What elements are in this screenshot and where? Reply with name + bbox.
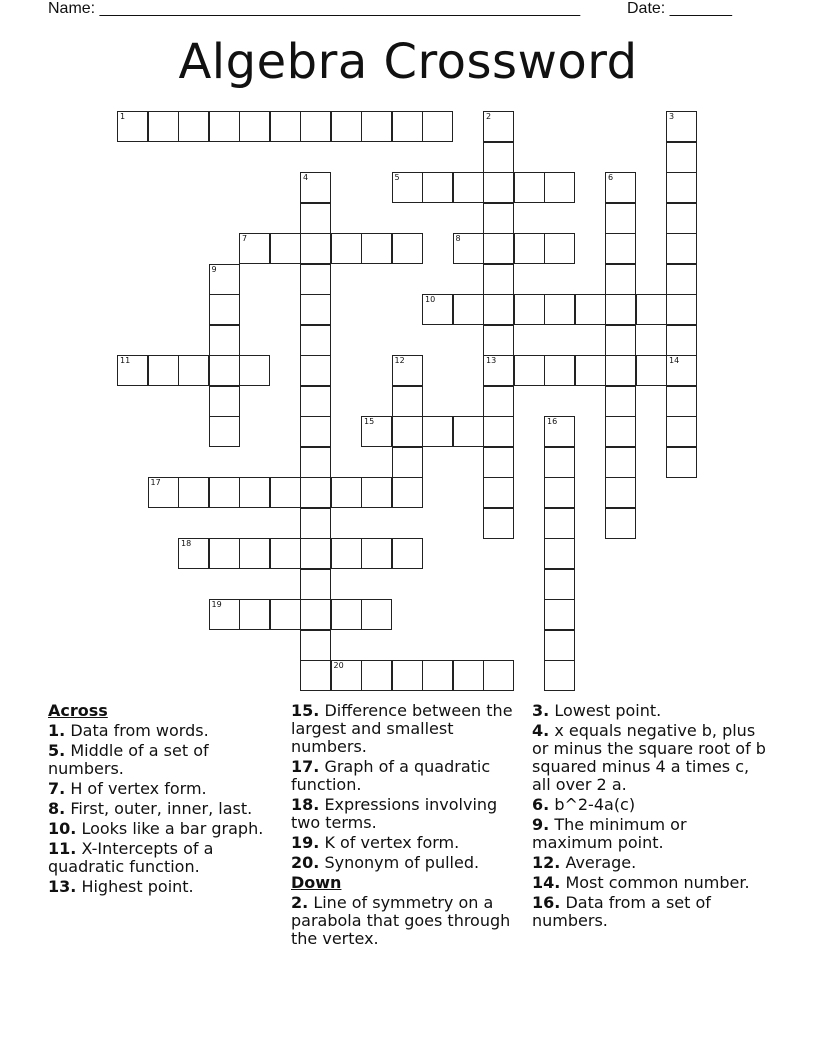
clue-across-13: 13. Highest point.	[48, 877, 194, 896]
crossword-cell[interactable]	[483, 203, 514, 234]
crossword-cell[interactable]	[483, 142, 514, 173]
clue-across-18: 18. Expressions involving two terms.	[291, 795, 498, 832]
cell-number: 16	[547, 417, 558, 426]
crossword-cell[interactable]	[453, 294, 484, 325]
crossword-cell[interactable]	[666, 447, 697, 478]
crossword-cell[interactable]	[300, 233, 331, 264]
crossword-cell[interactable]	[605, 477, 636, 508]
crossword-cell[interactable]	[300, 325, 331, 356]
crossword-cell[interactable]	[483, 264, 514, 295]
crossword-cell[interactable]	[361, 416, 392, 447]
crossword-cell[interactable]	[392, 660, 423, 691]
crossword-cell[interactable]	[331, 660, 362, 691]
crossword-cell[interactable]	[544, 477, 575, 508]
crossword-cell[interactable]	[239, 477, 270, 508]
clue-across-7: 7. H of vertex form.	[48, 779, 207, 798]
crossword-cell[interactable]	[514, 355, 545, 386]
crossword-cell[interactable]	[178, 355, 209, 386]
crossword-cell[interactable]	[270, 233, 301, 264]
crossword-cell[interactable]	[209, 325, 240, 356]
crossword-cell[interactable]	[483, 660, 514, 691]
crossword-cell[interactable]	[483, 416, 514, 447]
clue-down-4: 4. x equals negative b, plus or minus the square root of b squared minus 4 a times c, all over 2 a.	[532, 721, 766, 794]
crossword-cell[interactable]	[300, 630, 331, 661]
crossword-cell[interactable]	[178, 538, 209, 569]
crossword-cell[interactable]	[209, 416, 240, 447]
clue-across-10: 10. Looks like a bar graph.	[48, 819, 264, 838]
crossword-cell[interactable]	[605, 172, 636, 203]
crossword-cell[interactable]	[270, 599, 301, 630]
clue-down-16: 16. Data from a set of numbers.	[532, 893, 711, 930]
clue-down-6: 6. b^2-4a(c)	[532, 795, 636, 814]
crossword-cell[interactable]	[209, 111, 240, 142]
crossword-cell[interactable]	[270, 538, 301, 569]
crossword-cell[interactable]	[483, 508, 514, 539]
crossword-cell[interactable]	[300, 111, 331, 142]
cell-number: 6	[608, 173, 614, 182]
crossword-cell[interactable]	[483, 111, 514, 142]
cell-number: 12	[394, 356, 405, 365]
crossword-cell[interactable]	[361, 660, 392, 691]
crossword-cell[interactable]	[666, 203, 697, 234]
down-heading: Down	[291, 873, 342, 892]
clues-column-1	[48, 702, 280, 898]
crossword-cell[interactable]	[209, 294, 240, 325]
clues-column-2	[291, 702, 523, 950]
crossword-cell[interactable]	[483, 172, 514, 203]
clue-across-1: 1. Data from words.	[48, 721, 209, 740]
crossword-cell[interactable]	[209, 264, 240, 295]
crossword-cell[interactable]	[300, 294, 331, 325]
crossword-cell[interactable]	[514, 172, 545, 203]
crossword-cell[interactable]	[666, 264, 697, 295]
crossword-cell[interactable]	[239, 111, 270, 142]
crossword-cell[interactable]	[270, 111, 301, 142]
crossword-cell[interactable]	[209, 355, 240, 386]
crossword-cell[interactable]	[422, 111, 453, 142]
crossword-cell[interactable]	[148, 355, 179, 386]
clue-down-2: 2. Line of symmetry on a parabola that goes through the vertex.	[291, 893, 511, 948]
crossword-cell[interactable]	[300, 355, 331, 386]
crossword-cell[interactable]	[544, 538, 575, 569]
clue-across-5: 5. Middle of a set of numbers.	[48, 741, 209, 778]
cell-number: 20	[333, 661, 344, 670]
cell-number: 10	[425, 295, 436, 304]
crossword-cell[interactable]	[636, 294, 667, 325]
crossword-cell[interactable]	[392, 355, 423, 386]
crossword-cell[interactable]	[422, 294, 453, 325]
crossword-cell[interactable]	[331, 599, 362, 630]
crossword-cell[interactable]	[605, 325, 636, 356]
crossword-cell[interactable]	[483, 325, 514, 356]
crossword-cell[interactable]	[544, 416, 575, 447]
crossword-cell[interactable]	[605, 264, 636, 295]
crossword-cell[interactable]	[300, 538, 331, 569]
crossword-cell[interactable]	[300, 447, 331, 478]
crossword-cell[interactable]	[483, 355, 514, 386]
crossword-cell[interactable]	[636, 355, 667, 386]
crossword-cell[interactable]	[361, 538, 392, 569]
crossword-cell[interactable]	[117, 355, 148, 386]
crossword-cell[interactable]	[148, 111, 179, 142]
crossword-cell[interactable]	[300, 416, 331, 447]
cell-number: 17	[150, 478, 161, 487]
crossword-cell[interactable]	[544, 355, 575, 386]
clue-across-19: 19. K of vertex form.	[291, 833, 460, 852]
crossword-cell[interactable]	[361, 599, 392, 630]
cell-number: 19	[211, 600, 222, 609]
crossword-cell[interactable]	[178, 477, 209, 508]
crossword-cell[interactable]	[270, 477, 301, 508]
crossword-cell[interactable]	[361, 477, 392, 508]
crossword-cell[interactable]	[544, 660, 575, 691]
crossword-cell[interactable]	[514, 233, 545, 264]
crossword-cell[interactable]	[392, 111, 423, 142]
crossword-cell[interactable]	[209, 538, 240, 569]
crossword-cell[interactable]	[300, 569, 331, 600]
crossword-cell[interactable]	[605, 233, 636, 264]
crossword-cell[interactable]	[483, 294, 514, 325]
crossword-cell[interactable]	[392, 477, 423, 508]
crossword-cell[interactable]	[331, 233, 362, 264]
crossword-cell[interactable]	[544, 447, 575, 478]
crossword-cell[interactable]	[483, 386, 514, 417]
clue-across-20: 20. Synonym of pulled.	[291, 853, 480, 872]
cell-number: 11	[120, 356, 131, 365]
crossword-cell[interactable]	[514, 294, 545, 325]
cell-number: 13	[486, 356, 497, 365]
clue-down-14: 14. Most common number.	[532, 873, 750, 892]
crossword-cell[interactable]	[331, 477, 362, 508]
clue-down-9: 9. The minimum or maximum point.	[532, 815, 687, 852]
crossword-cell[interactable]	[666, 294, 697, 325]
crossword-cell[interactable]	[117, 111, 148, 142]
crossword-cell[interactable]	[300, 660, 331, 691]
crossword-cell[interactable]	[666, 325, 697, 356]
crossword-cell[interactable]	[239, 538, 270, 569]
crossword-cell[interactable]	[544, 599, 575, 630]
cell-number: 2	[486, 112, 492, 121]
crossword-cell[interactable]	[666, 416, 697, 447]
crossword-cell[interactable]	[544, 569, 575, 600]
crossword-cell[interactable]	[392, 233, 423, 264]
crossword-cell[interactable]	[300, 386, 331, 417]
crossword-cell[interactable]	[453, 660, 484, 691]
cell-number: 5	[394, 173, 400, 182]
crossword-cell[interactable]	[392, 447, 423, 478]
crossword-cell[interactable]	[361, 233, 392, 264]
crossword-cell[interactable]	[666, 386, 697, 417]
crossword-cell[interactable]	[239, 233, 270, 264]
crossword-cell[interactable]	[361, 111, 392, 142]
crossword-cell[interactable]	[605, 294, 636, 325]
crossword-cell[interactable]	[483, 477, 514, 508]
crossword-cell[interactable]	[544, 630, 575, 661]
crossword-cell[interactable]	[575, 294, 606, 325]
crossword-cell[interactable]	[209, 477, 240, 508]
crossword-cell[interactable]	[483, 447, 514, 478]
cell-number: 8	[455, 234, 461, 243]
crossword-cell[interactable]	[300, 599, 331, 630]
cell-number: 9	[211, 264, 217, 274]
crossword-cell[interactable]	[239, 599, 270, 630]
clue-across-11: 11. X-Intercepts of a quadratic function.	[48, 839, 214, 876]
crossword-cell[interactable]	[453, 172, 484, 203]
crossword-cell[interactable]	[666, 142, 697, 173]
clue-across-15: 15. Difference between the largest and smallest numbers.	[291, 701, 513, 756]
cell-number: 15	[364, 417, 375, 426]
crossword-cell[interactable]	[209, 599, 240, 630]
crossword-cell[interactable]	[392, 416, 423, 447]
clue-across-17: 17. Graph of a quadratic function.	[291, 757, 491, 794]
crossword-cell[interactable]	[422, 172, 453, 203]
crossword-cell[interactable]	[544, 508, 575, 539]
crossword-cell[interactable]	[666, 233, 697, 264]
cell-number: 14	[669, 356, 680, 365]
crossword-cell[interactable]	[300, 508, 331, 539]
crossword-cell[interactable]	[239, 355, 270, 386]
crossword-cell[interactable]	[666, 355, 697, 386]
crossword-cell[interactable]	[300, 203, 331, 234]
cell-number: 18	[181, 539, 192, 548]
crossword-cell[interactable]	[392, 172, 423, 203]
clue-down-12: 12. Average.	[532, 853, 637, 872]
crossword-cell[interactable]	[392, 538, 423, 569]
crossword-cell[interactable]	[300, 477, 331, 508]
crossword-cell[interactable]	[331, 538, 362, 569]
crossword-cell[interactable]	[148, 477, 179, 508]
crossword-cell[interactable]	[178, 111, 209, 142]
date-field-label: Date: _______	[627, 0, 732, 17]
crossword-cell[interactable]	[605, 447, 636, 478]
crossword-cell[interactable]	[605, 386, 636, 417]
crossword-cell[interactable]	[331, 111, 362, 142]
crossword-cell[interactable]	[422, 660, 453, 691]
clues-column-3	[532, 702, 772, 932]
cell-number: 7	[242, 234, 248, 243]
crossword-cell[interactable]	[666, 111, 697, 142]
crossword-cell[interactable]	[544, 172, 575, 203]
crossword-cell[interactable]	[544, 294, 575, 325]
crossword-cell[interactable]	[453, 416, 484, 447]
crossword-cell[interactable]	[666, 172, 697, 203]
crossword-cell[interactable]	[575, 355, 606, 386]
crossword-cell[interactable]	[605, 355, 636, 386]
across-heading: Across	[48, 701, 108, 720]
cell-number: 1	[120, 112, 126, 121]
crossword-cell[interactable]	[483, 233, 514, 264]
crossword-cell[interactable]	[605, 203, 636, 234]
name-field-label: Name: ______________________________________________________	[48, 0, 581, 17]
crossword-cell[interactable]	[605, 508, 636, 539]
crossword-cell[interactable]	[392, 386, 423, 417]
clue-down-3: 3. Lowest point.	[532, 701, 662, 720]
page-title: Algebra Crossword	[178, 34, 638, 90]
crossword-cell[interactable]	[300, 264, 331, 295]
crossword-cell[interactable]	[605, 416, 636, 447]
cell-number: 3	[669, 112, 675, 121]
clue-across-8: 8. First, outer, inner, last.	[48, 799, 253, 818]
crossword-cell[interactable]	[544, 233, 575, 264]
crossword-cell[interactable]	[300, 172, 331, 203]
crossword-cell[interactable]	[453, 233, 484, 264]
crossword-cell[interactable]	[422, 416, 453, 447]
cell-number: 4	[303, 173, 309, 182]
crossword-cell[interactable]	[209, 386, 240, 417]
